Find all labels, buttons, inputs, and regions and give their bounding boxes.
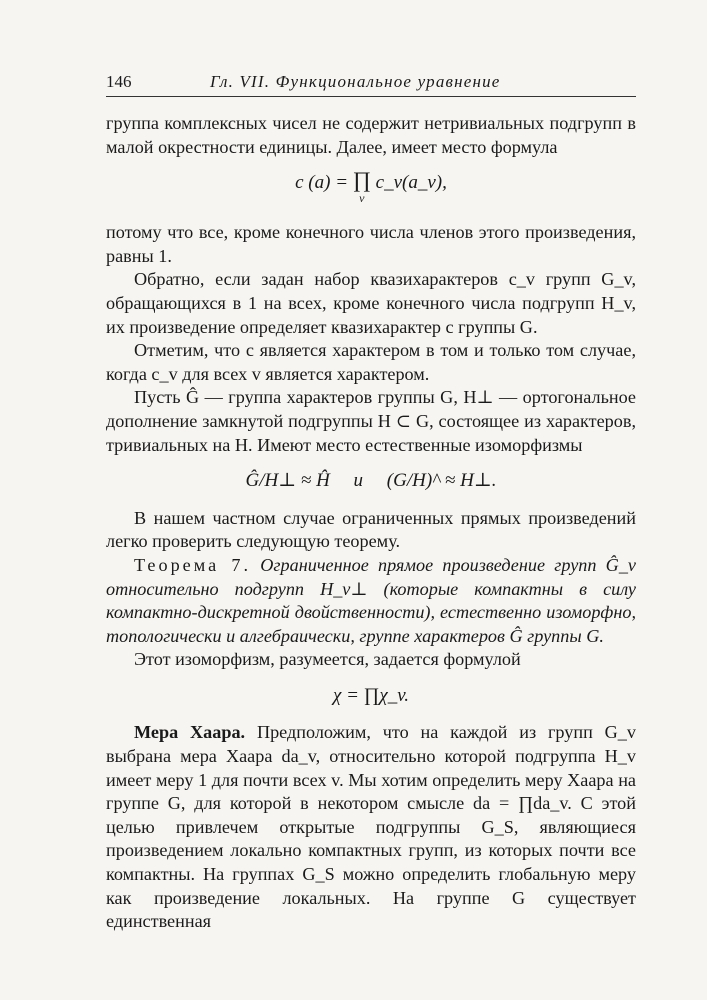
product-index: v — [359, 191, 365, 206]
paragraph-5: Пусть Ĝ — группа характеров группы G, H⊥ — ортогональное дополнение замкнутой подгруппы H ⊂ G, состоящее из характеров, тривиальных на H. Имеют место естественные изоморфизмы — [106, 387, 636, 455]
formula-chi-product: χ = ∏χ_v. — [333, 684, 409, 706]
page-body — [106, 112, 636, 934]
theorem-label: Теорема 7. — [134, 554, 252, 575]
formula-rhs: c_v(a_v), — [375, 172, 447, 194]
paragraph-4: Отметим, что c является характером в том и только том случае, когда c_v для всех v является характером. — [106, 340, 636, 384]
paragraph-2: потому что все, кроме конечного числа членов этого произведения, равны 1. — [106, 222, 636, 266]
running-title: Гл. VII. Функциональное уравнение — [210, 72, 501, 91]
product-symbol: ∏ — [352, 167, 371, 193]
haar-measure-paragraph — [106, 721, 636, 933]
page-number: 146 — [106, 72, 132, 91]
haar-text: Предположим, что на каждой из групп G_v выбрана мера Хаара da_v, относительно которой подгруппа H_v имеет меру 1 для почти всех v. Мы хотим определить меру Хаара на группе G, для которой в некотором смысле da = ∏da_v. С этой целью привлечем открытые подгруппы G_S, являющиеся произведением локально компактных групп, из которых почти все компактны. На группах G_S можно определить глобальную меру как произведение локальных. На группе G существует единственная — [106, 722, 636, 932]
paragraph-1: группа комплексных чисел не содержит нетривиальных подгрупп в малой окрестности единицы. Далее, имеет место формула — [106, 113, 636, 157]
paragraph-3: Обратно, если задан набор квазихарактеров c_v групп G_v, обращающихся в 1 на всех, кроме конечного числа подгрупп H_v, их произведение определяет квазихарактер c группы G. — [106, 269, 636, 337]
formula-isomorphisms: Ĝ/H⊥ ≈ Ĥ и (G/H)^ ≈ H⊥. — [245, 470, 497, 492]
formula-c-product — [106, 167, 636, 207]
product-sign — [352, 167, 371, 207]
running-header — [106, 72, 636, 97]
theorem-7 — [106, 554, 636, 648]
paragraph-7: Этот изоморфизм, разумеется, задается формулой — [134, 649, 521, 670]
formula-lhs: c (a) = — [295, 172, 353, 194]
paragraph-6: В нашем частном случае ограниченных прямых произведений легко проверить следующую теорему. — [106, 507, 636, 552]
haar-label: Мера Хаара. — [134, 722, 246, 743]
theorem-text: Ограниченное прямое произведение групп Ĝ_v относительно подгрупп H_v⊥ (которые компактны в силу компактно-дискретной двойственности), естественно изоморфно, топологически и алгебраически, группе характеров Ĝ группы G. — [106, 554, 636, 646]
